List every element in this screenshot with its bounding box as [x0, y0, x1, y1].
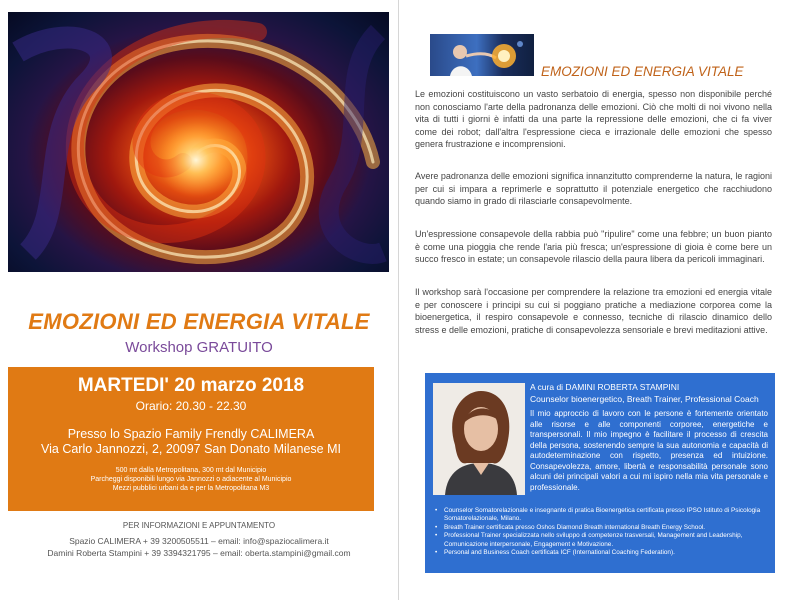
flyer-title: EMOZIONI ED ENERGIA VITALE [28, 309, 370, 334]
contact-stampini: Damini Roberta Stampini + 39 3394321795 – email: oberta.stampini@gmail.com [47, 548, 351, 558]
event-details-box [8, 367, 374, 511]
facilitator-photo [433, 383, 525, 495]
event-venue: Presso lo Spazio Family Frendly CALIMERA [67, 427, 315, 441]
flyer-left-page [0, 0, 398, 600]
facilitator-name: A cura di DAMINI ROBERTA STAMPINI [530, 382, 680, 392]
meditation-figure-art [430, 34, 534, 76]
facilitator-role: Counselor bioenergetico, Breath Trainer, Professional Coach [530, 394, 759, 404]
spiral-energy-image [8, 12, 389, 272]
article-paragraph: Avere padronanza delle emozioni significa innanzitutto comprenderne la natura, le ragioni per cui si impara a reprimerle e soprattutto il potenziale energetico che racchiudono quando siamo in grado di rilasciarle consapevolmente. [415, 171, 772, 207]
logistics-note: 500 mt dalla Metropolitana, 300 mt dal Municipio [115, 467, 267, 474]
credential-item: • Breath Trainer certificata presso Oshos Diamond Breath international Breath Energy School. [435, 524, 771, 532]
facilitator-bio-box [425, 373, 775, 573]
article-paragraph: Le emozioni costituiscono un vasto serbatoio di energia, spesso non disponibile perché non conosciamo l'arte della padronanza delle emozioni. Ciò che molti di noi vivono nella vita di tutti i giorni è infatti da una parte la repressione delle emozioni, che ci fa viver come dei robot; dall'altra l'espressione cieca e irrazionale delle emozioni che spesso genera frustrazione e incomprensioni. [415, 89, 772, 150]
flyer-subtitle: Workshop GRATUITO [125, 339, 273, 356]
event-time: Orario: 20.30 - 22.30 [135, 399, 247, 413]
credential-item: • Professional Trainer specializzata nello sviluppo di competenze trasversali, Management and Leadership, Comunicazione interpersonale, Engagement e Motivazione. [435, 532, 771, 549]
logistics-note: Parcheggi disponibili lungo via Jannozzi o adiacente al Municipio [90, 476, 292, 483]
energy-meditation-image [430, 34, 534, 76]
contact-heading: PER INFORMAZIONI E APPUNTAMENTO [122, 521, 276, 530]
event-address: Via Carlo Jannozzi, 2, 20097 San Donato Milanese MI [41, 442, 341, 456]
spiral-artwork [8, 12, 389, 272]
article-title: EMOZIONI ED ENERGIA VITALE [541, 64, 744, 79]
credential-item: • Personal and Business Coach certificata ICF (International Coaching Federation). [435, 549, 771, 557]
contact-calimera: Spazio CALIMERA + 39 3200505511 – email: info@spaziocalimera.it [69, 536, 329, 546]
article-paragraph: Un'espressione consapevole della rabbia può "ripulire" come una febbre; un buon pianto è come una pioggia che rende l'aria più fresca; un'espressione di gioia è come bere un succo fresco in estate; un consapevole rilascio della paura libera da pericoli immaginari. [415, 229, 772, 265]
credential-item: • Counselor Somatorelazionale e insegnante di pratica Bioenergetica certificata presso IPSO Istituto di Psicologia Somatorelazionale, Milano. [435, 507, 771, 524]
credentials-list [435, 507, 771, 557]
event-date: MARTEDI' 20 marzo 2018 [77, 375, 305, 396]
logistics-note: Mezzi pubblici urbani da e per la Metropolitana M3 [112, 485, 270, 492]
event-logistics-notes [8, 466, 374, 493]
article-paragraph: Il workshop sarà l'occasione per comprendere la relazione tra emozioni ed energia vitale e per conoscere i principi su cui si poggiano pratiche a mediazione corporea come la bioenergetica, il respiro consapevole e connesso, tecniche di rilascio dinamico dello stress e delle emozioni, pratiche di consapevolezza sensoriale e brevi meditazioni attive. [415, 287, 772, 335]
portrait-illustration [433, 383, 525, 495]
facilitator-statement: Il mio approccio di lavoro con le persone è fortemente orientato alle risorse e alle componenti corporee, energetiche e transpersonali. Il mio impegno è facilitare il processo di crescita della persona, sostenendo sempre la sua autonomia e capacità di autodeterminazione con rispetto, presenza ed intuizione. Consapevolezza, amore, libertà e responsabilità personale sono alcuni dei principali valori a cui mi ispiro nella mia vita personale e professionale. [530, 409, 768, 492]
